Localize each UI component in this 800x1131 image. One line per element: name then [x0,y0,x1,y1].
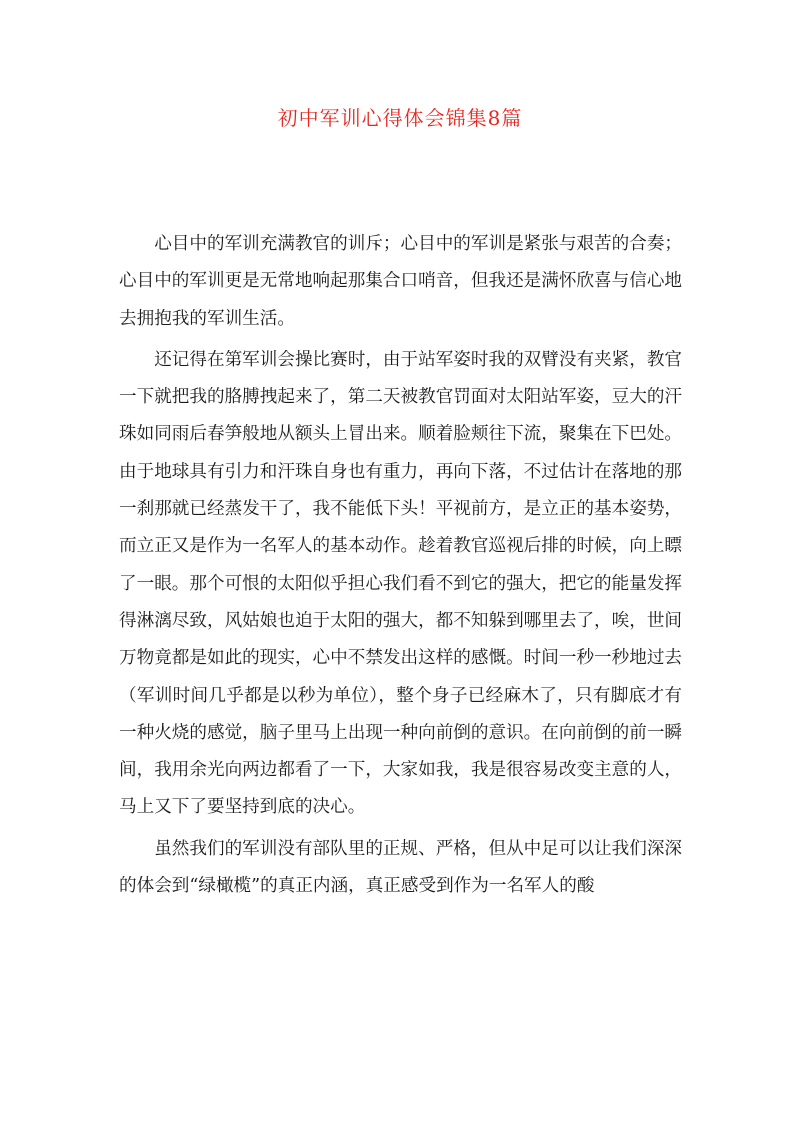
paragraph-3: 虽然我们的军训没有部队里的正规、严格，但从中足可以让我们深深的体会到“绿橄榄”的真正内涵，真正感受到作为一名军人的酸 [119,838,683,897]
document-title: 初中军训心得体会锦集8篇 [277,106,523,130]
paragraph-2: 还记得在第军训会操比赛时，由于站军姿时我的双臂没有夹紧，教官一下就把我的胳膊拽起来了，第二天被教官罚面对太阳站军姿，豆大的汗珠如同雨后春笋般地从额头上冒出来。顺着脸颊往下流，聚集在下巴处。由于地球具有引力和汗珠自身也有重力，再向下落，不过估计在落地的那一刹那就已经蒸发干了，我不能低下头！平视前方，是立正的基本姿势，而立正又是作为一名军人的基本动作。趁着教官巡视后排的时候，向上瞟了一眼。那个可恨的太阳似乎担心我们看不到它的强大，把它的能量发挥得淋漓尽致，风姑娘也迫于太阳的强大，都不知躲到哪里去了，唉，世间万物竟都是如此的现实，心中不禁发出这样的感慨。时间一秒一秒地过去（军训时间几乎都是以秒为单位），整个身子已经麻木了，只有脚底才有一种火烧的感觉，脑子里马上出现一种向前倒的意识。在向前倒的前一瞬间，我用余光向两边都看了一下，大家如我，我是很容易改变主意的人，马上又下了要坚持到底的决心。 [119,349,683,818]
paragraph-1: 心目中的军训充满教官的训斥；心目中的军训是紧张与艰苦的合奏；心目中的军训更是无常地响起那集合口哨音，但我还是满怀欣喜与信心地去拥抱我的军训生活。 [119,234,683,329]
document-body [119,226,682,909]
